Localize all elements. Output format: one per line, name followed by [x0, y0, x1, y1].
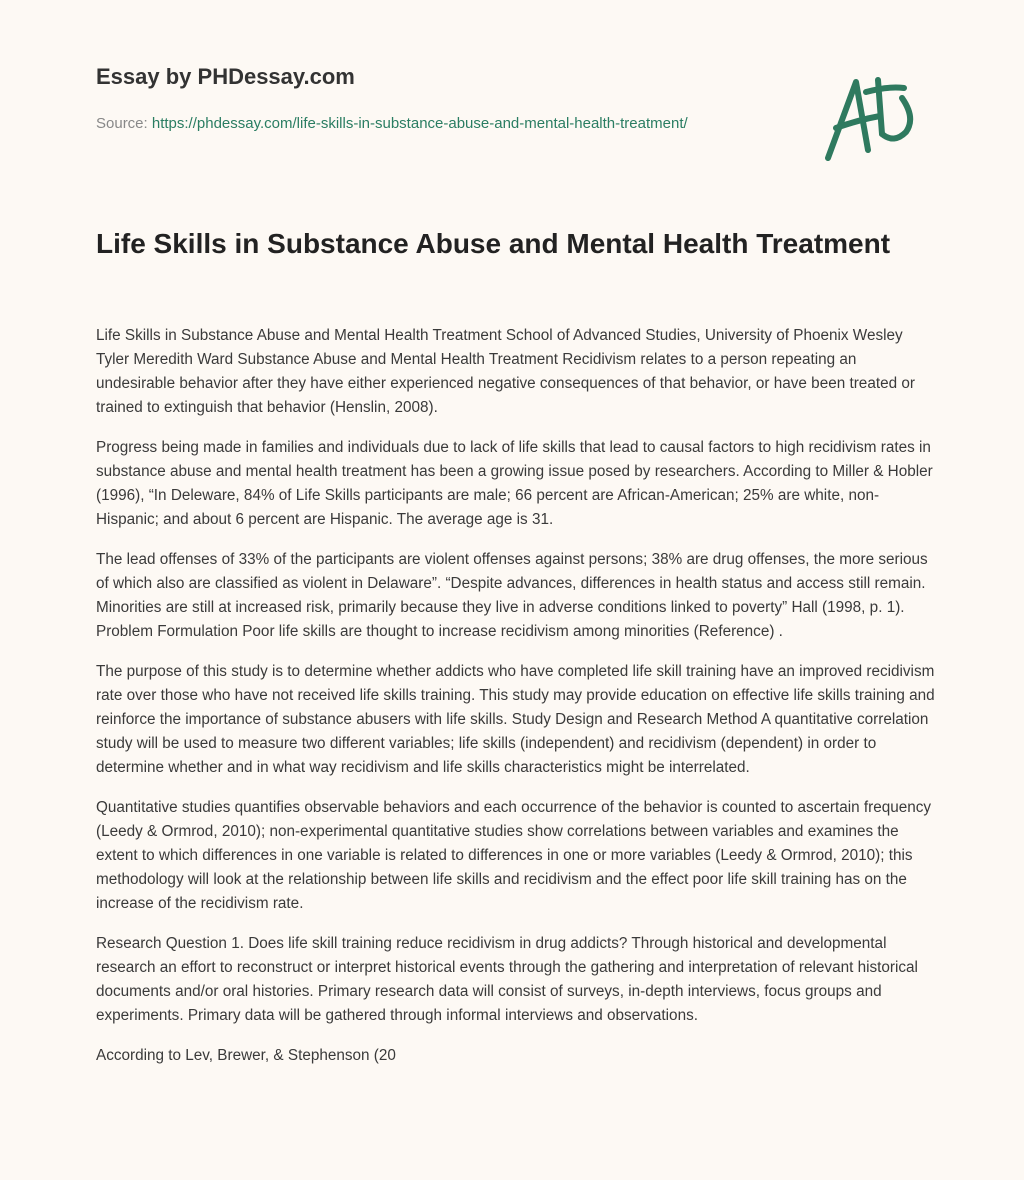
source-line	[96, 112, 716, 136]
paragraph: Progress being made in families and individuals due to lack of life skills that lead to causal factors to high recidivism rates in substance abuse and mental health treatment has been a growing issue posed by researchers. According to Miller & Hobler (1996), “In Deleware, 84% of Life Skills participants are male; 66 percent are African-American; 25% are white, non-Hispanic; and about 6 percent are Hispanic. The average age is 31.	[96, 439, 933, 528]
source-label: Source:	[96, 115, 152, 132]
essay-title: Life Skills in Substance Abuse and Mental Health Treatment	[96, 228, 891, 259]
a-plus-logo-icon	[818, 70, 928, 165]
paragraph: The purpose of this study is to determine whether addicts who have completed life skill training have an improved recidivism rate over those who have not received life skills training. This study may provide education on effective life skills training and reinforce the importance of substance abusers with life skills. Study Design and Research Method A quantitative correlation study will be used to measure two different variables; life skills (independent) and recidivism (dependent) in order to determine whether and in what way recidivism and life skills characteristics might be interrelated.	[96, 663, 935, 776]
site-title: Essay by PHDessay.com	[96, 64, 355, 89]
essay-body	[96, 324, 936, 1084]
source-link[interactable]: https://phdessay.com/life-skills-in-substance-abuse-and-mental-health-treatment/	[151, 115, 688, 132]
paragraph: The lead offenses of 33% of the participants are violent offenses against persons; 38% are drug offenses, the more serious of which also are classified as violent in Delaware”. “Despite advances, differences in health status and access still remain. Minorities are still at increased risk, primarily because they live in adverse conditions linked to poverty” Hall (1998, p. 1). Problem Formulation Poor life skills are thought to increase recidivism among minorities (Reference) .	[96, 551, 928, 640]
paragraph: Research Question 1. Does life skill training reduce recidivism in drug addicts? Through historical and developmental research an effort to reconstruct or interpret historical events through the gathering and interpretation of relevant historical documents and/or oral histories. Primary research data will consist of surveys, in-depth interviews, focus groups and experiments. Primary data will be gathered through informal interviews and observations.	[96, 935, 918, 1024]
paragraph: Quantitative studies quantifies observable behaviors and each occurrence of the behavior is counted to ascertain frequency (Leedy & Ormrod, 2010); non-experimental quantitative studies show correlations between variables and examines the extent to which differences in one variable is related to differences in one or more variables (Leedy & Ormrod, 2010); this methodology will look at the relationship between life skills and recidivism and the effect poor life skill training has on the increase of the recidivism rate.	[96, 799, 932, 912]
paragraph: According to Lev, Brewer, & Stephenson (20	[96, 1047, 396, 1064]
paragraph: Life Skills in Substance Abuse and Mental Health Treatment School of Advanced Studies, University of Phoenix Wesley Tyler Meredith Ward Substance Abuse and Mental Health Treatment Recidivism relates to a person repeating an undesirable behavior after they have either experienced negative consequences of that behavior, or have been treated or trained to extinguish that behavior (Henslin, 2008).	[96, 327, 915, 416]
